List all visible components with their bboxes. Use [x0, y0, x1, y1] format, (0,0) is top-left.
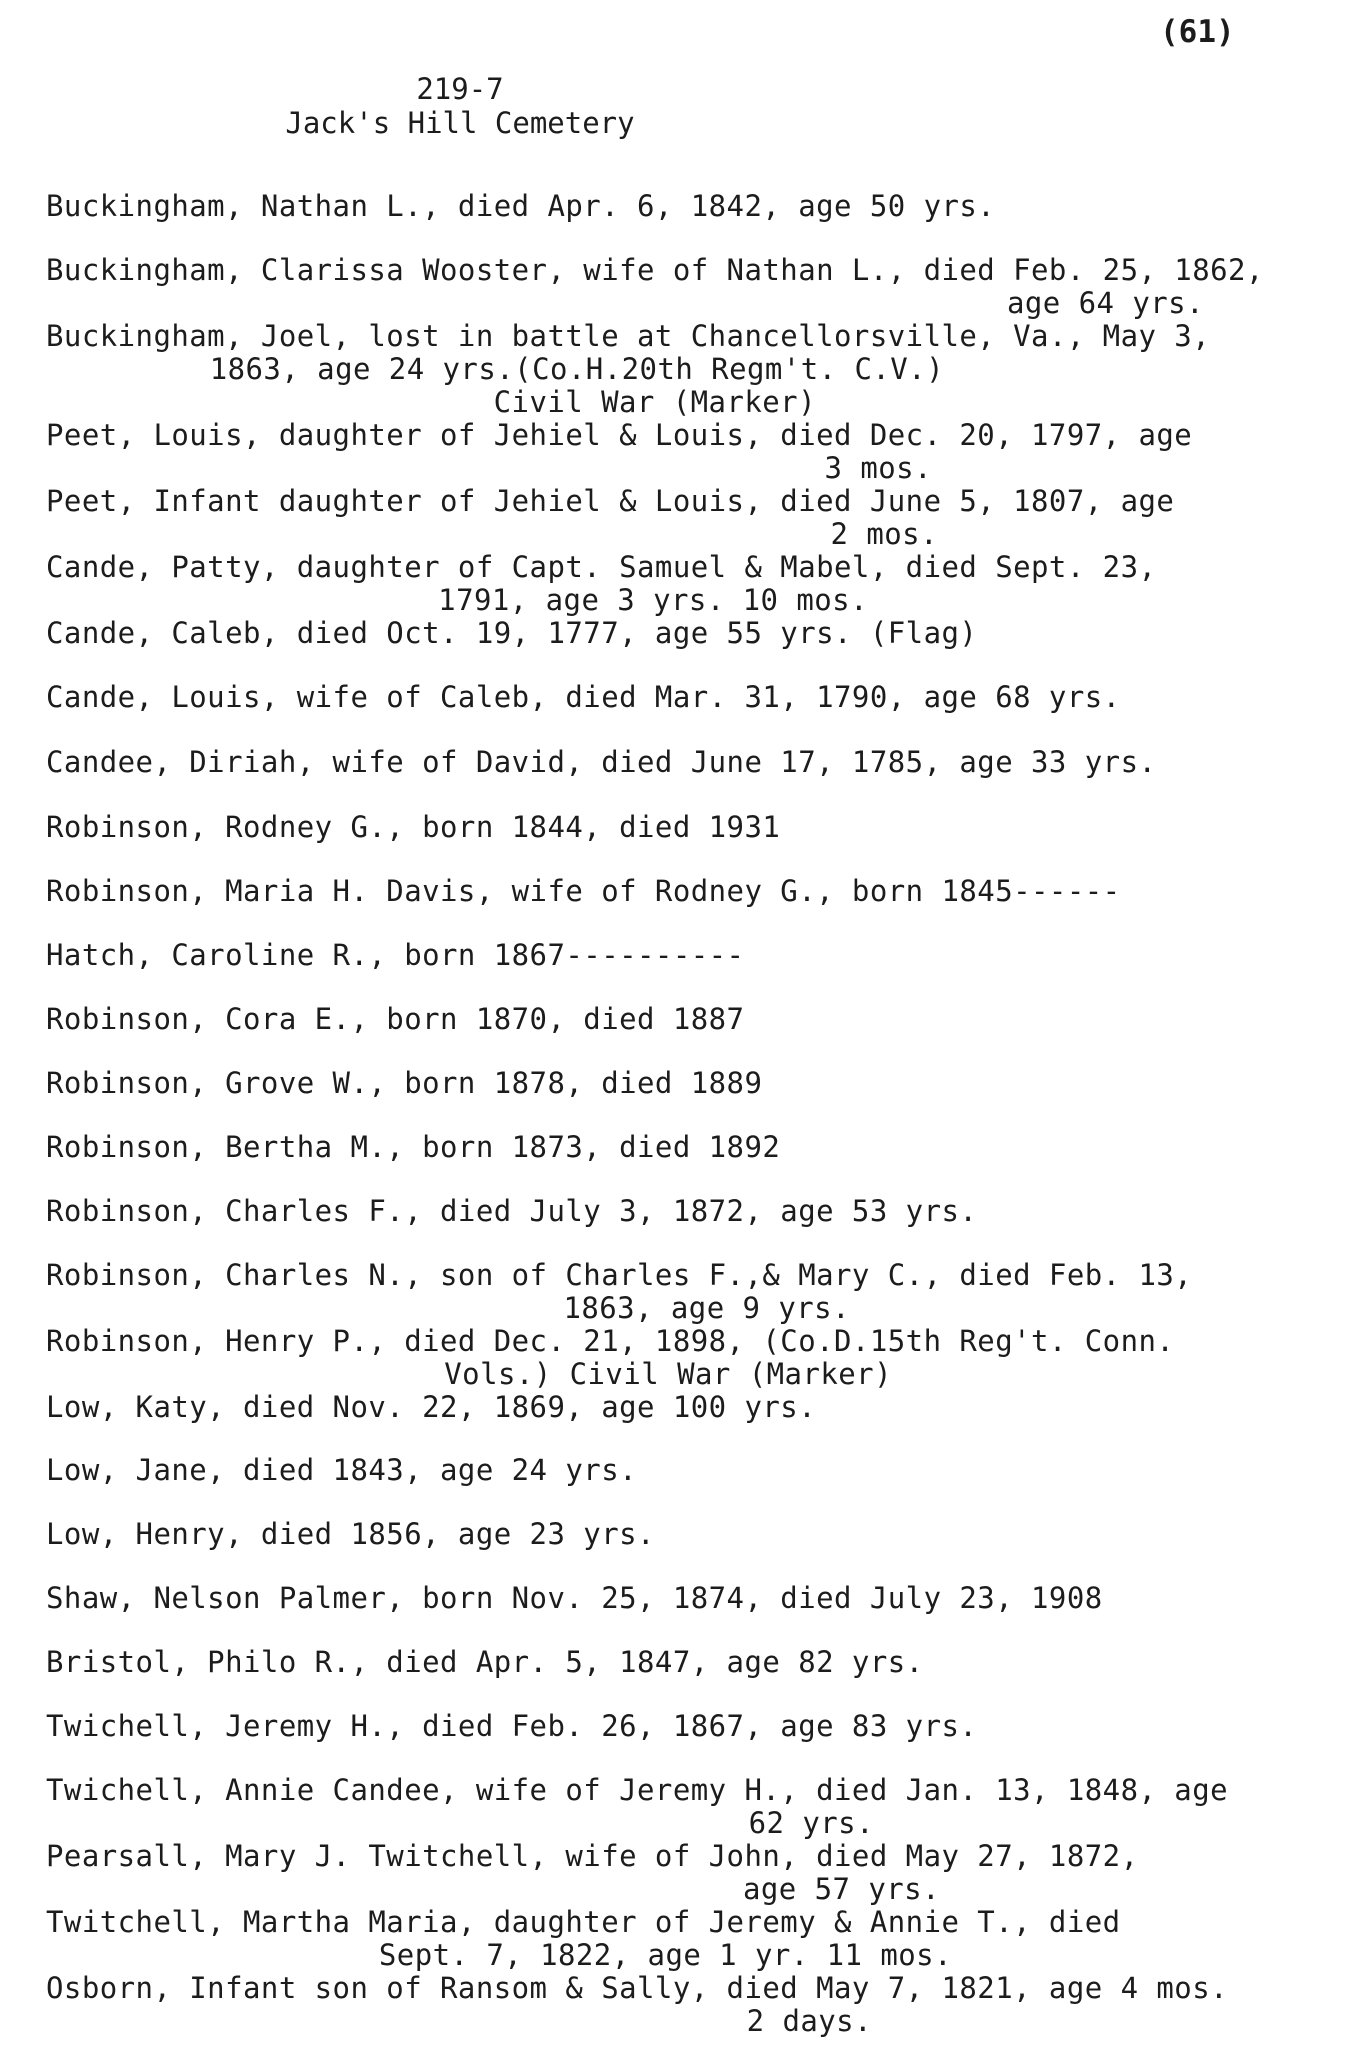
entry-continuation: 62 yrs. — [748, 1806, 874, 1840]
entry-text: Peet, Infant daughter of Jehiel & Louis, died June 5, 1807, age — [46, 484, 1175, 518]
entry-text: Pearsall, Mary J. Twitchell, wife of John, died May 27, 1872, — [46, 1839, 1139, 1873]
entry-continuation: 1863, age 24 yrs.(Co.H.20th Regm't. C.V.) — [209, 352, 944, 386]
entry-continuation: age 57 yrs. — [742, 1872, 940, 1906]
burial-entry — [46, 254, 1356, 320]
entry-text: Buckingham, Joel, lost in battle at Chancellorsville, Va., May 3, — [46, 319, 1211, 353]
entry-continuation: Vols.) Civil War (Marker) — [444, 1357, 892, 1391]
burial-entry — [46, 1774, 1356, 1840]
cemetery-title: Jack's Hill Cemetery — [285, 106, 635, 140]
entry-text: Robinson, Maria H. Davis, wife of Rodney G., born 1845------ — [46, 874, 1121, 908]
burial-entry — [46, 1003, 1356, 1036]
entry-text: Peet, Louis, daughter of Jehiel & Louis, died Dec. 20, 1797, age — [46, 418, 1193, 452]
burial-entry — [46, 190, 1356, 223]
entry-text: Buckingham, Nathan L., died Apr. 6, 1842, age 50 yrs. — [46, 189, 996, 223]
entry-text: Shaw, Nelson Palmer, born Nov. 25, 1874, died July 23, 1908 — [46, 1581, 1103, 1615]
page-number: (61) — [1160, 14, 1235, 50]
burial-entry — [46, 551, 1356, 617]
burial-entry — [46, 1454, 1356, 1487]
entry-text: Robinson, Grove W., born 1878, died 1889 — [46, 1066, 763, 1100]
entry-continuation: 3 mos. — [824, 451, 932, 485]
burial-entry — [46, 419, 1356, 485]
entry-continuation: 2 mos. — [830, 517, 938, 551]
burial-entry — [46, 746, 1356, 779]
burial-entry — [46, 1972, 1356, 2038]
entry-continuation: 1863, age 9 yrs. — [563, 1291, 850, 1325]
burial-entry — [46, 875, 1356, 908]
burial-entry — [46, 1195, 1356, 1228]
entry-text: Twichell, Annie Candee, wife of Jeremy H., died Jan. 13, 1848, age — [46, 1773, 1229, 1807]
burial-entry — [46, 485, 1356, 551]
entry-text: Cande, Caleb, died Oct. 19, 1777, age 55 yrs. (Flag) — [46, 616, 978, 650]
burial-entry — [46, 1582, 1356, 1615]
burial-entry — [46, 1518, 1356, 1551]
entry-text: Robinson, Henry P., died Dec. 21, 1898, (Co.D.15th Reg't. Conn. — [46, 1324, 1175, 1358]
entry-text: Osborn, Infant son of Ransom & Sally, died May 7, 1821, age 4 mos. — [46, 1971, 1229, 2005]
burial-entry — [46, 681, 1356, 714]
burial-entry — [46, 1840, 1356, 1906]
burial-entry — [46, 1710, 1356, 1743]
entry-continuation: 1791, age 3 yrs. 10 mos. — [438, 583, 868, 617]
entry-text: Bristol, Philo R., died Apr. 5, 1847, age 82 yrs. — [46, 1645, 924, 1679]
entry-text: Low, Katy, died Nov. 22, 1869, age 100 yrs. — [46, 1390, 817, 1424]
burial-entry — [46, 1259, 1356, 1325]
entry-text: Robinson, Charles N., son of Charles F.,& Mary C., died Feb. 13, — [46, 1258, 1193, 1292]
entry-text: Twitchell, Martha Maria, daughter of Jeremy & Annie T., died — [46, 1905, 1121, 1939]
entry-continuation: age 64 yrs. — [1006, 286, 1204, 320]
entry-continuation: 2 days. — [746, 2004, 872, 2038]
entry-text: Buckingham, Clarissa Wooster, wife of Nathan L., died Feb. 25, 1862, — [46, 253, 1264, 287]
entry-text: Robinson, Rodney G., born 1844, died 1931 — [46, 810, 781, 844]
entry-text: Twichell, Jeremy H., died Feb. 26, 1867, age 83 yrs. — [46, 1709, 978, 1743]
entry-text: Cande, Louis, wife of Caleb, died Mar. 31, 1790, age 68 yrs. — [46, 680, 1121, 714]
burial-entries-list — [46, 190, 1356, 2038]
burial-entry — [46, 1391, 1356, 1424]
burial-entry — [46, 939, 1356, 972]
burial-entry — [46, 1325, 1356, 1391]
burial-entry — [46, 1067, 1356, 1100]
burial-entry — [46, 811, 1356, 844]
burial-entry — [46, 1906, 1356, 1972]
entry-text: Robinson, Cora E., born 1870, died 1887 — [46, 1002, 745, 1036]
entry-text: Low, Jane, died 1843, age 24 yrs. — [46, 1453, 638, 1487]
entry-continuation: Civil War (Marker) — [493, 385, 816, 419]
record-code: 219-7 — [416, 72, 504, 106]
entry-text: Candee, Diriah, wife of David, died June 17, 1785, age 33 yrs. — [46, 745, 1157, 779]
entry-text: Cande, Patty, daughter of Capt. Samuel & Mabel, died Sept. 23, — [46, 550, 1157, 584]
entry-text: Robinson, Charles F., died July 3, 1872, age 53 yrs. — [46, 1194, 978, 1228]
entry-text: Robinson, Bertha M., born 1873, died 1892 — [46, 1130, 781, 1164]
entry-continuation: Sept. 7, 1822, age 1 yr. 11 mos. — [378, 1938, 952, 1972]
burial-entry — [46, 320, 1356, 419]
entry-text: Low, Henry, died 1856, age 23 yrs. — [46, 1517, 655, 1551]
entry-text: Hatch, Caroline R., born 1867---------- — [46, 938, 745, 972]
burial-entry — [46, 617, 1356, 650]
burial-entry — [46, 1646, 1356, 1679]
burial-entry — [46, 1131, 1356, 1164]
